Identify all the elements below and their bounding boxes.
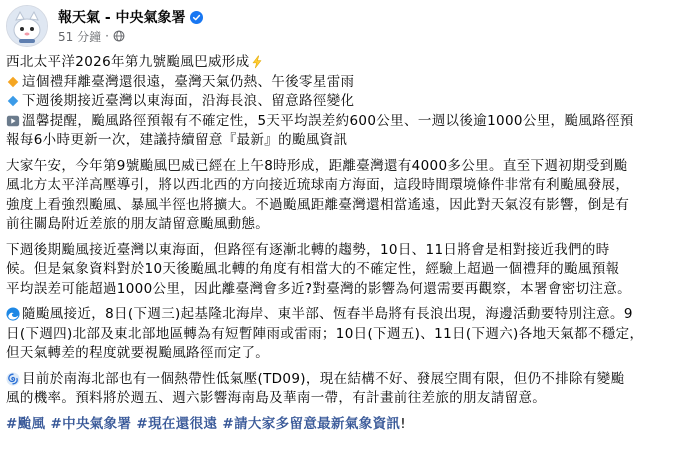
reminder-line-2 bbox=[6, 131, 677, 151]
post-title bbox=[6, 53, 677, 73]
para4-line: 風的機率。預料將於週五、週六影響海南島及華南一帶，有計畫前往差旅的朋友請留意。 bbox=[6, 390, 547, 406]
para3-line bbox=[6, 305, 677, 325]
hashtag-row bbox=[6, 415, 677, 435]
post-header bbox=[6, 4, 203, 48]
play-button-emoji-icon bbox=[6, 114, 20, 128]
bullet-2 bbox=[6, 92, 677, 112]
globe-icon[interactable] bbox=[113, 30, 125, 42]
page-avatar[interactable] bbox=[6, 5, 48, 47]
para3-line: 但天氣轉差的程度就要視颱風路徑而定了。 bbox=[6, 345, 270, 361]
reminder-line-1 bbox=[6, 112, 677, 132]
post-body bbox=[6, 53, 677, 434]
reminder-text: 報每6小時更新一次，建議持續留意『最新』的颱風資訊 bbox=[6, 132, 348, 148]
reminder-text: 溫馨提醒，颱風路徑預報有不確定性，5天平均誤差約600公里、一週以後逾1000公里，颱風路徑預 bbox=[22, 112, 634, 129]
bullet-1 bbox=[6, 73, 677, 93]
para3-text: 隨颱風接近，8日(下週三)起基隆北海岸、東半部、恆春半島將有長浪出現，海邊活動要特別注意。9 bbox=[22, 306, 633, 322]
para2-line: 平均誤差可能超過1000公里，因此離臺灣會多近?對臺灣的影響為何還需要再觀察，本署會密切注意。 bbox=[6, 280, 631, 297]
para1-line: 強度上看強烈颱風、暴風半徑也將擴大。不過颱風距離臺灣還相當遙遠，因此對天氣沒有影響，倒是有 bbox=[6, 196, 630, 213]
para2-line: 下週後期颱風接近臺灣以東海面，但路徑有逐漸北轉的趨勢，10日、11日將會是相對接近我們的時 bbox=[6, 241, 610, 258]
para3-line: 日(下週四)北部及東北部地區轉為有短暫陣雨或雷雨；10日(下週五)、11日(下週六)各地天氣都不穩定， bbox=[6, 325, 644, 342]
bullet-text: 這個禮拜離臺灣還很遠，臺灣天氣仍熱、午後零星雷雨 bbox=[22, 73, 355, 90]
para1-line: 前往關島附近差旅的朋友請留意颱風動態。 bbox=[6, 216, 270, 232]
page-name[interactable]: 報天氣 - 中央氣象署 bbox=[58, 9, 186, 26]
orange-diamond-emoji-icon bbox=[6, 75, 20, 89]
hashtag-link[interactable]: #現在還很遠 bbox=[136, 415, 218, 432]
hashtag-link[interactable]: #中央氣象署 bbox=[50, 415, 132, 432]
ocean-wave-emoji-icon bbox=[6, 307, 20, 321]
hashtag-link[interactable]: #颱風 bbox=[6, 415, 46, 432]
para2-line: 候。但是氣象資料對於10天後颱風北轉的角度有相當大的不確定性，經驗上超過一個禮拜的颱風預報 bbox=[6, 261, 620, 277]
hashtag-tail: ! bbox=[400, 415, 407, 432]
para1-line: 大家午安，今年第9號颱風巴威已經在上午8時形成，距離臺灣還有4000多公里。直至下週初期受到颱 bbox=[6, 157, 628, 174]
separator-dot: · bbox=[105, 29, 109, 43]
blue-diamond-emoji-icon bbox=[6, 94, 20, 108]
para4-line bbox=[6, 370, 677, 390]
mascot-icon bbox=[7, 6, 47, 46]
post-timestamp[interactable]: 51 分鐘 bbox=[58, 29, 102, 44]
cyclone-emoji-icon bbox=[6, 372, 20, 386]
hashtag-link[interactable]: #請大家多留意最新氣象資訊 bbox=[222, 415, 401, 432]
bullet-text: 下週後期接近臺灣以東海面，沿海長浪、留意路徑變化 bbox=[22, 93, 355, 109]
title-text: 西北太平洋2026年第九號颱風巴威形成 bbox=[6, 54, 250, 70]
para1-line: 風北方太平洋高壓導引，將以西北西的方向接近琉球南方海面，這段時間環境條件非常有利颱風發展， bbox=[6, 177, 630, 193]
lightning-emoji-icon bbox=[250, 55, 264, 69]
para4-text: 目前於南海北部也有一個熱帶性低氣壓(TD09)，現在結構不好、發展空間有限，但仍不排除有變颱 bbox=[22, 370, 625, 387]
verified-badge-icon bbox=[190, 11, 203, 24]
